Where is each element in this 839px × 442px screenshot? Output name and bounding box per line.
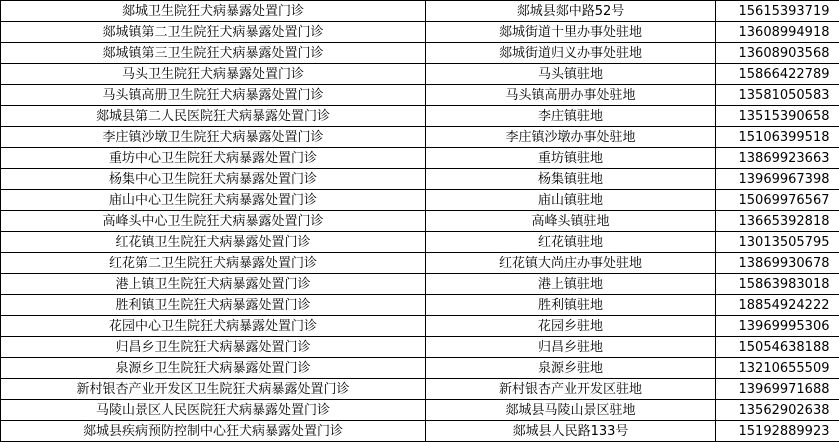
cell-facility-name: 郯城镇第三卫生院狂犬病暴露处置门诊: [1, 43, 426, 64]
cell-facility-address: 李庄镇沙墩办事处驻地: [426, 127, 716, 148]
cell-facility-phone: 15866422789: [716, 64, 839, 85]
cell-facility-name: 马头镇高册卫生院狂犬病暴露处置门诊: [1, 85, 426, 106]
cell-facility-name: 郯城镇第二卫生院狂犬病暴露处置门诊: [1, 22, 426, 43]
cell-facility-phone: 13581050583: [716, 85, 839, 106]
cell-facility-phone: 13210655509: [716, 358, 839, 379]
cell-facility-name: 重坊中心卫生院狂犬病暴露处置门诊: [1, 148, 426, 169]
cell-facility-address: 新村银杏产业开发区驻地: [426, 379, 716, 400]
cell-facility-name: 杨集中心卫生院狂犬病暴露处置门诊: [1, 169, 426, 190]
cell-facility-phone: 13665392818: [716, 211, 839, 232]
cell-facility-phone: 15069976567: [716, 190, 839, 211]
table-row: [1, 337, 839, 358]
cell-facility-name: 花园中心卫生院狂犬病暴露处置门诊: [1, 316, 426, 337]
cell-facility-phone: 13562902638: [716, 400, 839, 421]
cell-facility-address: 花园乡驻地: [426, 316, 716, 337]
cell-facility-name: 新村银杏产业开发区卫生院狂犬病暴露处置门诊: [1, 379, 426, 400]
cell-facility-phone: 15106399518: [716, 127, 839, 148]
cell-facility-phone: 15054638188: [716, 337, 839, 358]
table-row: [1, 106, 839, 127]
table-row: [1, 43, 839, 64]
cell-facility-phone: 13969971688: [716, 379, 839, 400]
cell-facility-address: 郯城县马陵山景区驻地: [426, 400, 716, 421]
cell-facility-phone: 13869923663: [716, 148, 839, 169]
table-row: [1, 274, 839, 295]
cell-facility-name: 归昌乡卫生院狂犬病暴露处置门诊: [1, 337, 426, 358]
table-row: [1, 169, 839, 190]
cell-facility-address: 郯城县人民路133号: [426, 421, 716, 442]
cell-facility-address: 胜利镇驻地: [426, 295, 716, 316]
cell-facility-address: 重坊镇驻地: [426, 148, 716, 169]
cell-facility-address: 红花镇驻地: [426, 232, 716, 253]
cell-facility-phone: 13608994918: [716, 22, 839, 43]
cell-facility-name: 庙山中心卫生院狂犬病暴露处置门诊: [1, 190, 426, 211]
cell-facility-address: 红花镇大尚庄办事处驻地: [426, 253, 716, 274]
cell-facility-address: 港上镇驻地: [426, 274, 716, 295]
cell-facility-address: 郯城街道十里办事处驻地: [426, 22, 716, 43]
cell-facility-phone: 15192889923: [716, 421, 839, 442]
table-row: [1, 232, 839, 253]
cell-facility-address: 泉源乡驻地: [426, 358, 716, 379]
cell-facility-phone: 13608903568: [716, 43, 839, 64]
table-row: [1, 127, 839, 148]
facility-table-body: [1, 1, 839, 442]
cell-facility-name: 泉源乡卫生院狂犬病暴露处置门诊: [1, 358, 426, 379]
cell-facility-address: 马头镇驻地: [426, 64, 716, 85]
cell-facility-name: 红花第二卫生院狂犬病暴露处置门诊: [1, 253, 426, 274]
table-row: [1, 1, 839, 22]
cell-facility-address: 郯城县郯中路52号: [426, 1, 716, 22]
cell-facility-phone: 13869930678: [716, 253, 839, 274]
table-row: [1, 358, 839, 379]
cell-facility-name: 港上镇卫生院狂犬病暴露处置门诊: [1, 274, 426, 295]
cell-facility-phone: 13969967398: [716, 169, 839, 190]
cell-facility-phone: 15863983018: [716, 274, 839, 295]
cell-facility-name: 郯城县疾病预防控制中心狂犬病暴露处置门诊: [1, 421, 426, 442]
cell-facility-name: 李庄镇沙墩卫生院狂犬病暴露处置门诊: [1, 127, 426, 148]
cell-facility-address: 高峰头镇驻地: [426, 211, 716, 232]
cell-facility-address: 庙山镇驻地: [426, 190, 716, 211]
table-row: [1, 64, 839, 85]
cell-facility-phone: 13013505795: [716, 232, 839, 253]
cell-facility-address: 归昌乡驻地: [426, 337, 716, 358]
cell-facility-name: 郯城卫生院狂犬病暴露处置门诊: [1, 1, 426, 22]
table-row: [1, 316, 839, 337]
table-row: [1, 85, 839, 106]
cell-facility-phone: 13969995306: [716, 316, 839, 337]
cell-facility-phone: 15615393719: [716, 1, 839, 22]
cell-facility-name: 马陵山景区人民医院狂犬病暴露处置门诊: [1, 400, 426, 421]
table-row: [1, 421, 839, 442]
table-row: [1, 400, 839, 421]
cell-facility-name: 胜利镇卫生院狂犬病暴露处置门诊: [1, 295, 426, 316]
table-row: [1, 148, 839, 169]
table-row: [1, 22, 839, 43]
table-row: [1, 253, 839, 274]
table-row: [1, 379, 839, 400]
cell-facility-name: 郯城县第二人民医院狂犬病暴露处置门诊: [1, 106, 426, 127]
cell-facility-address: 李庄镇驻地: [426, 106, 716, 127]
cell-facility-address: 郯城街道归义办事处驻地: [426, 43, 716, 64]
cell-facility-name: 高峰头中心卫生院狂犬病暴露处置门诊: [1, 211, 426, 232]
cell-facility-name: 马头卫生院狂犬病暴露处置门诊: [1, 64, 426, 85]
table-row: [1, 190, 839, 211]
cell-facility-phone: 18854924222: [716, 295, 839, 316]
table-row: [1, 211, 839, 232]
cell-facility-address: 杨集镇驻地: [426, 169, 716, 190]
cell-facility-name: 红花镇卫生院狂犬病暴露处置门诊: [1, 232, 426, 253]
cell-facility-phone: 13515390658: [716, 106, 839, 127]
cell-facility-address: 马头镇高册办事处驻地: [426, 85, 716, 106]
table-row: [1, 295, 839, 316]
